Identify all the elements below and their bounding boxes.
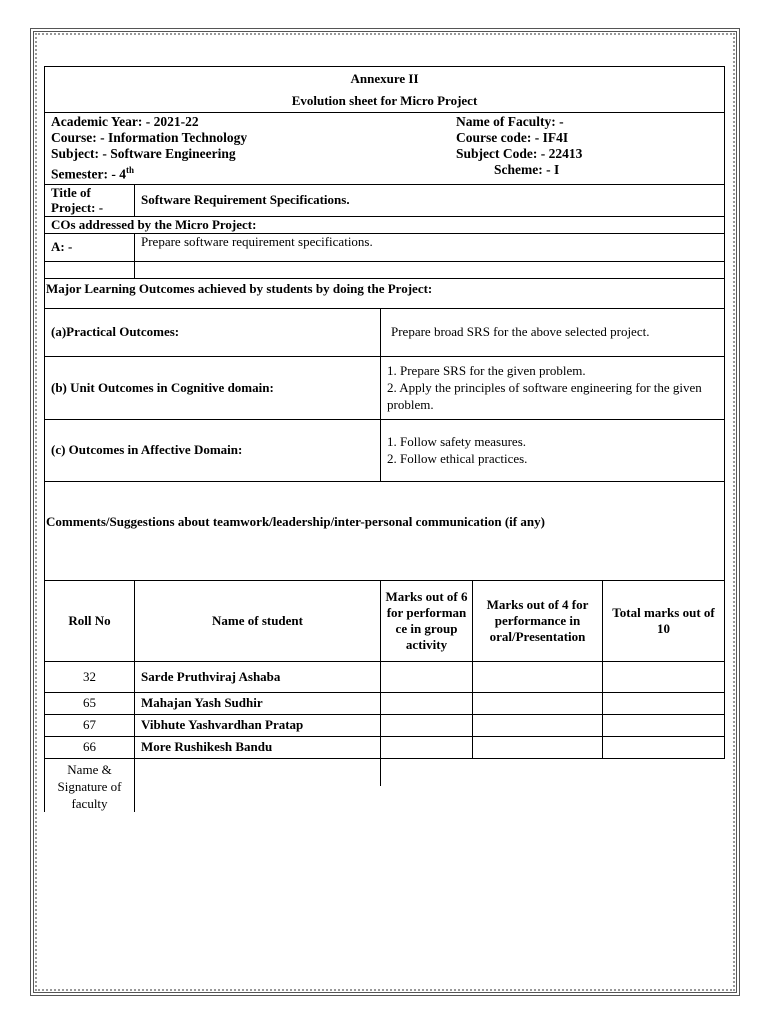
semester: Semester: - 4 — [51, 166, 126, 182]
info-line-year — [51, 114, 718, 130]
group-marks-cell — [381, 661, 473, 692]
evaluation-sheet — [44, 66, 725, 812]
col-roll-no: Roll No — [45, 580, 135, 661]
blank-cell — [135, 786, 381, 812]
total-marks-cell — [603, 736, 725, 758]
oral-marks-cell — [473, 736, 603, 758]
practical-label: (a)Practical Outcomes: — [45, 308, 381, 356]
blank-cell — [473, 758, 603, 786]
roll-no: 32 — [45, 661, 135, 692]
affective-outcome-1: 1. Follow safety measures. — [387, 434, 527, 449]
table-row — [45, 714, 725, 736]
total-marks-cell — [603, 714, 725, 736]
info-line-course — [51, 130, 718, 146]
co-a-value: Prepare software requirement specifications. — [135, 233, 725, 261]
table-row — [45, 736, 725, 758]
cos-label: COs addressed by the Micro Project: — [45, 216, 725, 233]
blank-cell — [381, 758, 473, 786]
affective-label: (c) Outcomes in Affective Domain: — [45, 419, 381, 481]
co-a-label: A: - — [45, 233, 135, 261]
col-student-name: Name of student — [135, 580, 381, 661]
roll-no: 65 — [45, 692, 135, 714]
co-empty-cell — [45, 261, 135, 278]
info-block — [45, 113, 725, 185]
unit-outcome-2: 2. Apply the principles of software engineering for the given problem. — [387, 380, 702, 412]
comments-heading: Comments/Suggestions about teamwork/leadership/inter-personal communication (if any) — [45, 481, 725, 580]
roll-no: 66 — [45, 736, 135, 758]
project-title-value: Software Requirement Specifications. — [135, 184, 725, 216]
total-marks-cell — [603, 692, 725, 714]
info-line-semester — [51, 162, 718, 183]
subject: Subject: - Software Engineering — [51, 146, 236, 161]
faculty-signature-cell — [135, 758, 381, 786]
student-name: More Rushikesh Bandu — [135, 736, 381, 758]
blank-cell — [381, 786, 473, 812]
outcomes-heading: Major Learning Outcomes achieved by students by doing the Project: — [45, 278, 725, 308]
project-title-label: Title of Project: - — [45, 184, 135, 216]
total-marks-cell — [603, 661, 725, 692]
student-name: Vibhute Yashvardhan Pratap — [135, 714, 381, 736]
col-group-marks: Marks out of 6 for performan ce in group activity — [381, 580, 473, 661]
semester-wrap — [51, 162, 134, 183]
col-oral-marks: Marks out of 4 for performance in oral/Presentation — [473, 580, 603, 661]
group-marks-cell — [381, 692, 473, 714]
scheme: Scheme: - I — [494, 162, 560, 177]
info-line-subject — [51, 146, 718, 162]
semester-sup: th — [125, 165, 134, 175]
affective-outcome-2: 2. Follow ethical practices. — [387, 451, 528, 466]
faculty-signature-label: Name & Signature of faculty — [45, 758, 135, 812]
table-row — [45, 661, 725, 692]
oral-marks-cell — [473, 692, 603, 714]
course: Course: - Information Technology — [51, 130, 248, 145]
blank-cell — [603, 758, 725, 786]
sheet-title: Evolution sheet for Micro Project — [291, 92, 478, 108]
sheet-header — [45, 67, 725, 113]
blank-cell — [603, 786, 725, 812]
co-empty-cell-2 — [135, 261, 725, 278]
subject-code: Subject Code: - 22413 — [456, 146, 583, 161]
table-row — [45, 692, 725, 714]
academic-year: Academic Year: - 2021-22 — [51, 114, 199, 129]
group-marks-cell — [381, 714, 473, 736]
blank-cell — [473, 786, 603, 812]
col-total-marks: Total marks out of 10 — [603, 580, 725, 661]
unit-values — [381, 356, 725, 419]
faculty-name: Name of Faculty: - — [456, 114, 564, 129]
affective-values — [381, 419, 725, 481]
course-code: Course code: - IF4I — [456, 130, 569, 145]
oral-marks-cell — [473, 714, 603, 736]
practical-value: Prepare broad SRS for the above selected project. — [381, 308, 725, 356]
student-name: Sarde Pruthviraj Ashaba — [135, 661, 381, 692]
unit-label: (b) Unit Outcomes in Cognitive domain: — [45, 356, 381, 419]
student-name: Mahajan Yash Sudhir — [135, 692, 381, 714]
oral-marks-cell — [473, 661, 603, 692]
roll-no: 67 — [45, 714, 135, 736]
annexure-title: Annexure II — [350, 70, 419, 86]
group-marks-cell — [381, 736, 473, 758]
unit-outcome-1: 1. Prepare SRS for the given problem. — [387, 363, 586, 378]
